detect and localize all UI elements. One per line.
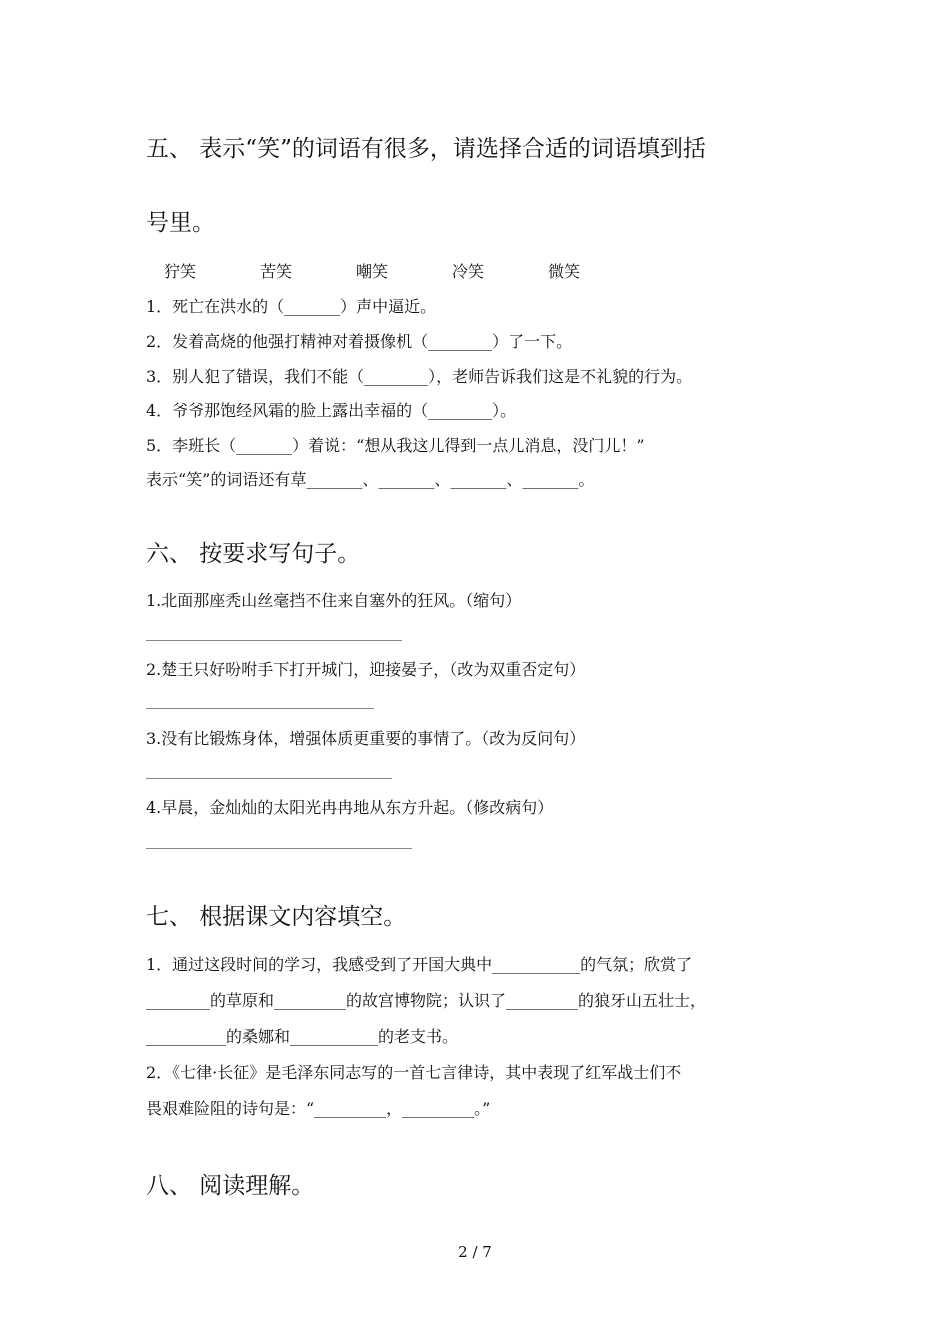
question-item: 1．死亡在洪水的（_______）声中逼近。: [146, 297, 437, 316]
answer-line[interactable]: [146, 848, 412, 849]
word-option: 嘲笑: [356, 262, 389, 281]
section-5-title-cont: 号里。: [146, 210, 215, 236]
answer-line[interactable]: [146, 640, 402, 641]
question-item: 1.北面那座秃山丝毫挡不住来自塞外的狂风。（缩句）: [146, 591, 522, 610]
question-item: 4．爷爷那饱经风霜的脸上露出幸福的（________）。: [146, 401, 517, 420]
word-option: 冷笑: [452, 262, 485, 281]
page-number: 2 / 7: [458, 1243, 492, 1261]
word-options: [164, 259, 644, 282]
word-option: 苦笑: [260, 262, 293, 281]
fill-line: ________的草原和_________的故宫博物院；认识了_________的狼牙山五壮士，: [146, 991, 707, 1010]
fill-line: __________的桑娜和___________的老支书。: [146, 1027, 459, 1046]
question-item: 3.没有比锻炼身体，增强体质更重要的事情了。（改为反问句）: [146, 729, 586, 748]
question-item: 2．发着高烧的他强打精神对着摄像机（________）了一下。: [146, 332, 573, 351]
answer-line[interactable]: [146, 708, 374, 709]
question-item: 4.早晨，金灿灿的太阳光冉冉地从东方升起。（修改病句）: [146, 798, 554, 817]
fill-line: 2．《七律·长征》是毛泽东同志写的一首七言律诗，其中表现了红军战士们不: [146, 1063, 682, 1082]
fill-line: 1．通过这段时间的学习，我感受到了开国大典中___________的气氛；欣赏了: [146, 955, 693, 974]
fill-line: 畏艰难险阻的诗句是：“_________，_________。”: [146, 1099, 491, 1118]
question-item: 3．别人犯了错误，我们不能（________），老师告诉我们这是不礼貌的行为。: [146, 367, 693, 386]
section-6-title: 六、 按要求写句子。: [146, 541, 361, 567]
question-extra: 表示“笑”的词语还有草_______、_______、_______、_______。: [146, 470, 595, 489]
section-7-title: 七、 根据课文内容填空。: [146, 904, 407, 930]
word-option: 狞笑: [164, 262, 197, 281]
question-item: 5．李班长（_______）着说：“想从我这儿得到一点儿消息，没门儿！”: [146, 436, 645, 455]
section-5-title: 五、 表示“笑”的词语有很多，请选择合适的词语填到括: [146, 136, 706, 162]
section-8-title: 八、 阅读理解。: [146, 1173, 315, 1199]
word-option: 微笑: [548, 262, 581, 281]
question-item: 2.楚王只好吩咐手下打开城门，迎接晏子，（改为双重否定句）: [146, 660, 586, 679]
answer-line[interactable]: [146, 778, 392, 779]
